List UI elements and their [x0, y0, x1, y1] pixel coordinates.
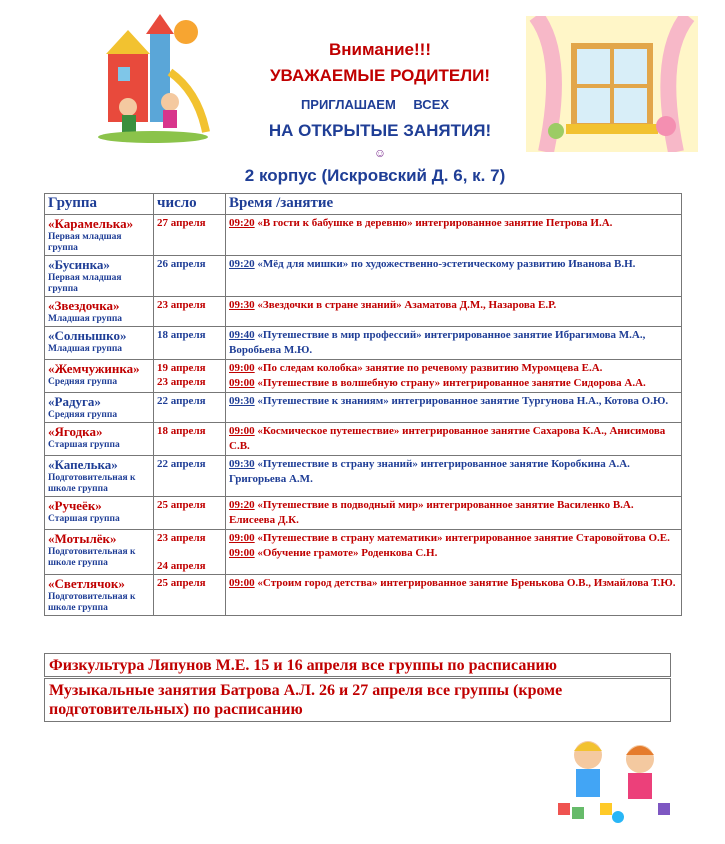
activity-entry — [229, 498, 678, 528]
group-cell — [45, 456, 154, 497]
group-cell — [45, 530, 154, 575]
invite-heading: ПРИГЛАШАЕМ ВСЕХ — [300, 97, 450, 112]
group-cell — [45, 393, 154, 423]
column-header-activity: Время /занятие — [226, 194, 682, 215]
group-subtitle: Средняя группа — [48, 410, 118, 420]
activity-time: 09:00 — [229, 547, 255, 559]
activity-entry — [229, 257, 678, 272]
schedule-table — [44, 193, 682, 616]
group-cell — [45, 360, 154, 393]
date-value: 18 апреля — [157, 425, 206, 437]
activity-entry — [229, 394, 678, 409]
activity-entry — [229, 576, 678, 591]
group-name: «Солнышко» — [48, 328, 127, 343]
date-cell — [154, 497, 226, 530]
date-cell — [154, 393, 226, 423]
table-row — [45, 215, 682, 256]
activity-cell — [226, 393, 682, 423]
table-row — [45, 256, 682, 297]
date-cell — [154, 530, 226, 575]
activity-time: 09:00 — [229, 577, 255, 589]
music-note: Музыкальные занятия Батрова А.Л. 26 и 27 апреля все группы (кроме подготовительных) по расписанию — [44, 678, 671, 722]
date-cell — [154, 215, 226, 256]
table-row — [45, 530, 682, 575]
date-value: 18 апреля — [157, 329, 206, 341]
activity-text: «Звездочки в стране знаний» Азаматова Д.М., Назарова Е.Р. — [257, 299, 557, 311]
date-cell — [154, 256, 226, 297]
date-value: 19 апреля — [157, 362, 206, 374]
date-value: 23 апреля — [157, 532, 206, 544]
activity-cell — [226, 327, 682, 360]
group-subtitle: Подготовительная к школе группа — [48, 473, 136, 494]
activity-text: «Путешествие в волшебную страну» интегрированное занятие Сидорова А.А. — [257, 377, 646, 389]
activity-time: 09:30 — [229, 299, 255, 311]
activity-entry — [229, 376, 678, 391]
group-subtitle: Младшая группа — [48, 314, 123, 324]
group-subtitle: Первая младшая группа — [48, 273, 122, 294]
activity-time: 09:20 — [229, 258, 255, 270]
activity-entry — [229, 216, 678, 231]
group-subtitle: Первая младшая группа — [48, 232, 122, 253]
group-cell — [45, 256, 154, 297]
activity-cell — [226, 360, 682, 393]
group-name: «Ягодка» — [48, 424, 103, 439]
activity-time: 09:30 — [229, 395, 255, 407]
group-cell — [45, 575, 154, 616]
date-cell — [154, 327, 226, 360]
activity-time: 09:40 — [229, 329, 255, 341]
table-header-row — [45, 194, 682, 215]
date-cell — [154, 456, 226, 497]
group-cell — [45, 327, 154, 360]
activity-cell — [226, 530, 682, 575]
group-cell — [45, 423, 154, 456]
date-value: 22 апреля — [157, 458, 206, 470]
activity-entry — [229, 298, 678, 313]
group-cell — [45, 497, 154, 530]
date-value: 23 апреля — [157, 299, 206, 311]
table-row — [45, 456, 682, 497]
activity-text: «В гости к бабушке в деревню» интегрированное занятие Петрова И.А. — [257, 217, 613, 229]
activity-text: «Путешествие в мир профессий» интегрированное занятие Ибрагимова М.А., Воробьева М.Ю. — [229, 329, 646, 356]
activity-cell — [226, 456, 682, 497]
date-value-2: 24 апреля — [157, 560, 206, 572]
group-cell — [45, 297, 154, 327]
date-cell — [154, 423, 226, 456]
activity-text: «Путешествие к знаниям» интегрированное занятие Тургунова Н.А., Котова О.Ю. — [257, 395, 669, 407]
column-header-group: Группа — [45, 194, 154, 215]
activity-cell — [226, 297, 682, 327]
activity-text: «Путешествие в страну математики» интегрированное занятие Старовойтова О.Е. — [257, 532, 670, 544]
activity-entry — [229, 457, 678, 487]
date-value: 26 апреля — [157, 258, 206, 270]
children-illustration — [548, 733, 680, 833]
group-subtitle: Старшая группа — [48, 440, 120, 450]
activity-cell — [226, 215, 682, 256]
group-subtitle: Подготовительная к школе группа — [48, 547, 136, 568]
activity-text: «Мёд для мишки» по художественно-эстетическому развитию Иванова В.Н. — [257, 258, 636, 270]
activity-time: 09:00 — [229, 425, 255, 437]
attention-heading: Внимание!!! — [329, 40, 431, 59]
activity-text: «По следам колобка» занятие по речевому развитию Муромцева Е.А. — [257, 362, 603, 374]
group-name: «Карамелька» — [48, 216, 134, 231]
table-row — [45, 297, 682, 327]
activity-text: «Космическое путешествие» интегрированное занятие Сахарова К.А., Анисимова С.В. — [229, 425, 666, 452]
activity-text: «Строим город детства» интегрированное занятие Бренькова О.В., Измайлова Т.Ю. — [257, 577, 676, 589]
group-subtitle: Младшая группа — [48, 344, 123, 354]
dear-parents-heading: УВАЖАЕМЫЕ РОДИТЕЛИ! — [269, 66, 491, 85]
table-row — [45, 360, 682, 393]
table-row — [45, 575, 682, 616]
activity-text: «Путешествие в страну знаний» интегрированное занятие Коробкина А.А. Григорьева А.М. — [229, 458, 630, 485]
activity-entry — [229, 531, 678, 546]
group-subtitle: Подготовительная к школе группа — [48, 592, 136, 613]
activity-time: 09:20 — [229, 217, 255, 229]
schedule-body — [45, 215, 682, 616]
table-row — [45, 327, 682, 360]
date-value: 25 апреля — [157, 499, 206, 511]
table-row — [45, 393, 682, 423]
activity-time: 09:30 — [229, 458, 255, 470]
activity-time: 09:20 — [229, 499, 255, 511]
activity-entry — [229, 328, 678, 358]
activity-text: «Обучение грамоте» Роденкова С.Н. — [257, 547, 438, 559]
group-cell — [45, 215, 154, 256]
group-name: «Бусинка» — [48, 257, 110, 272]
date-cell — [154, 575, 226, 616]
group-name: «Звездочка» — [48, 298, 120, 313]
pe-note: Физкультура Ляпунов М.Е. 15 и 16 апреля все группы по расписанию — [44, 653, 671, 677]
activity-time: 09:00 — [229, 377, 255, 389]
group-subtitle: Средняя группа — [48, 377, 118, 387]
date-value-2: 23 апреля — [157, 376, 206, 388]
group-name: «Радуга» — [48, 394, 101, 409]
table-row — [45, 497, 682, 530]
group-name: «Жемчужинка» — [48, 361, 140, 376]
column-header-date: число — [154, 194, 226, 215]
activity-cell — [226, 497, 682, 530]
building-heading: 2 корпус (Искровский Д. 6, к. 7) — [244, 166, 506, 185]
group-subtitle: Старшая группа — [48, 514, 120, 524]
group-name: «Светлячок» — [48, 576, 125, 591]
date-value: 27 апреля — [157, 217, 206, 229]
group-name: «Мотылёк» — [48, 531, 117, 546]
smiley-icon: ☺ — [373, 146, 387, 160]
table-row — [45, 423, 682, 456]
group-name: «Капелька» — [48, 457, 118, 472]
open-lessons-heading: НА ОТКРЫТЫЕ ЗАНЯТИЯ! — [268, 121, 492, 140]
activity-entry — [229, 424, 678, 454]
date-cell — [154, 360, 226, 393]
activity-time: 09:00 — [229, 362, 255, 374]
group-name: «Ручеёк» — [48, 498, 102, 513]
activity-cell — [226, 256, 682, 297]
activity-text: «Путешествие в подводный мир» интегрированное занятие Василенко В.А. Елисеева Д.К. — [229, 499, 634, 526]
activity-entry — [229, 361, 678, 376]
date-value: 22 апреля — [157, 395, 206, 407]
date-value: 25 апреля — [157, 577, 206, 589]
activity-time: 09:00 — [229, 532, 255, 544]
activity-cell — [226, 575, 682, 616]
activity-cell — [226, 423, 682, 456]
date-cell — [154, 297, 226, 327]
activity-entry — [229, 546, 678, 561]
